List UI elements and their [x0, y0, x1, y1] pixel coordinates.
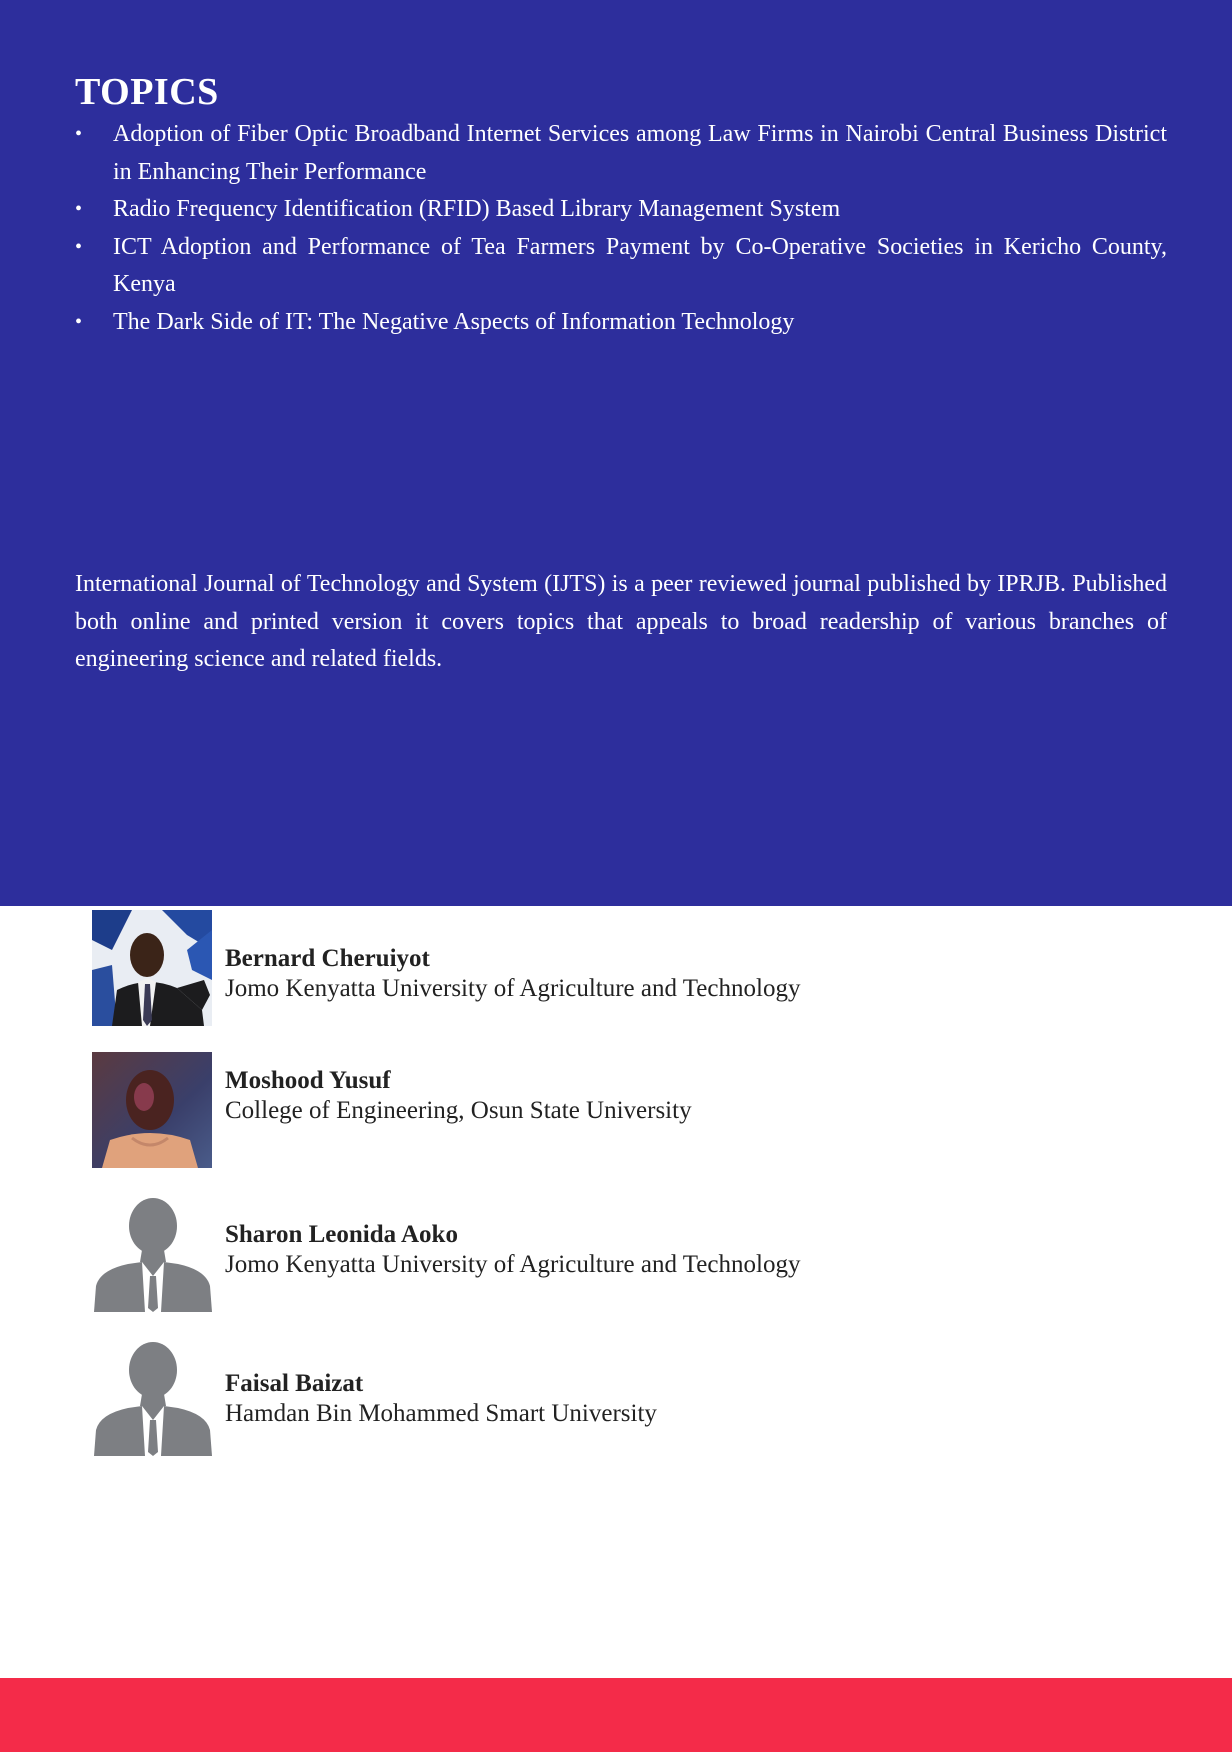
author-name: Moshood Yusuf: [225, 1067, 391, 1094]
author-name: Faisal Baizat: [225, 1370, 364, 1397]
person-silhouette-icon: [92, 1340, 212, 1456]
author-name: Sharon Leonida Aoko: [225, 1221, 458, 1248]
author-card: [92, 1340, 1092, 1460]
author-card: [92, 910, 1092, 1030]
authors-list: [0, 906, 1232, 1466]
bullet-icon: •: [75, 198, 83, 220]
author-affiliation: Hamdan Bin Mohammed Smart University: [225, 1400, 657, 1427]
topic-text: The Dark Side of IT: The Negative Aspects of Information Technology: [113, 308, 795, 335]
topics-heading: TOPICS: [75, 71, 219, 113]
topic-text: Adoption of Fiber Optic Broadband Internet Services among Law Firms in Nairobi Central Business District in Enhancing Their Performance: [113, 121, 1167, 185]
bullet-icon: •: [75, 235, 83, 258]
topic-item: [75, 191, 1167, 229]
author-photo: [92, 910, 212, 1026]
author-affiliation: Jomo Kenyatta University of Agriculture and Technology: [225, 1251, 801, 1278]
person-silhouette-icon: [92, 1196, 212, 1312]
footer-bar: [0, 1678, 1232, 1752]
author-affiliation: College of Engineering, Osun State University: [225, 1097, 692, 1124]
author-photo: [92, 1052, 212, 1168]
topics-list: [75, 116, 1167, 341]
topic-item: [75, 116, 1167, 191]
author-name: Bernard Cheruiyot: [225, 945, 430, 972]
topic-item: [75, 229, 1167, 304]
topic-text: Radio Frequency Identification (RFID) Based Library Management System: [113, 196, 841, 222]
topic-item: [75, 304, 1167, 342]
author-card: [92, 1052, 1092, 1172]
journal-description: International Journal of Technology and System (IJTS) is a peer reviewed journal published by IPRJB. Published both online and printed version it covers topics that appeals to broad readership of various branches of engineering science and related fields.: [75, 571, 1167, 672]
bullet-icon: •: [75, 310, 83, 333]
author-card: [92, 1196, 1092, 1316]
author-affiliation: Jomo Kenyatta University of Agriculture and Technology: [225, 975, 801, 1002]
topic-text: ICT Adoption and Performance of Tea Farmers Payment by Co-Operative Societies in Kericho County, Kenya: [113, 233, 1167, 297]
bullet-icon: •: [75, 123, 83, 145]
